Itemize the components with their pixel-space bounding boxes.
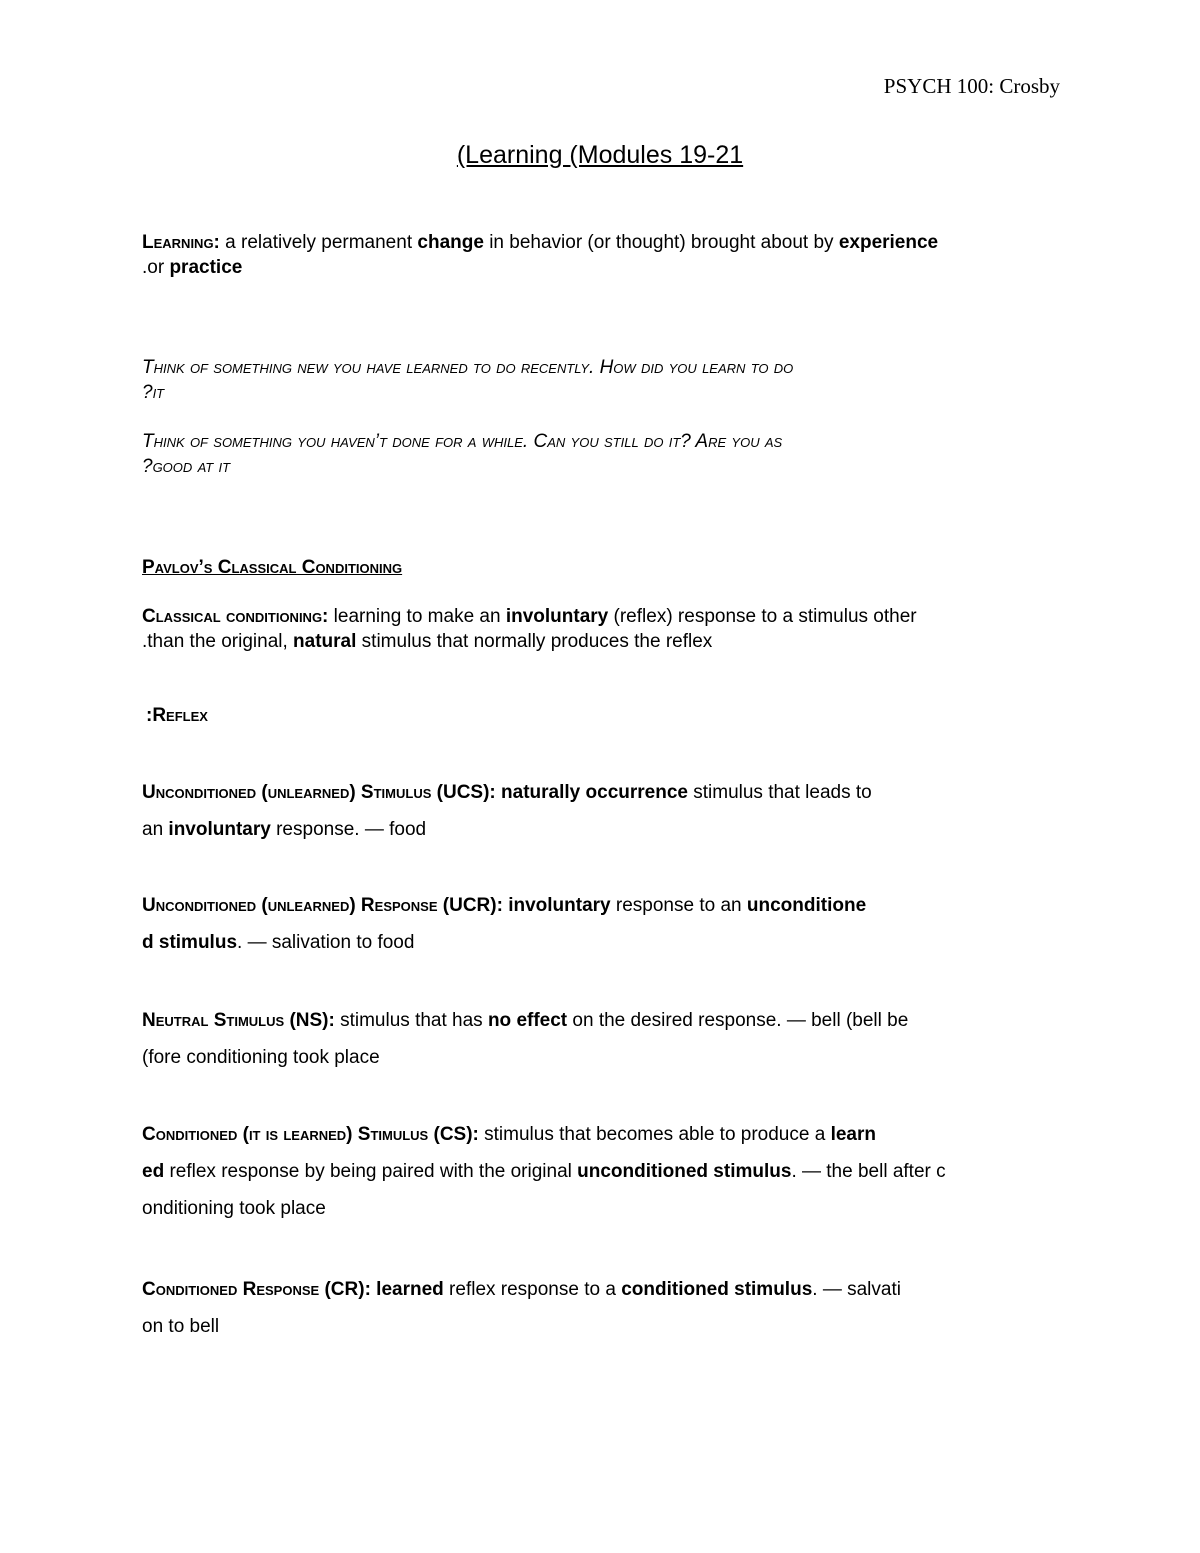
cs-term: Conditioned (it is learned) Stimulus (CS): — [142, 1124, 479, 1145]
ucs-definition: Unconditioned (unlearned) Stimulus (UCS): naturally occurrence stimulus that leads to an involuntary response. — food — [142, 782, 872, 840]
cs-definition: Conditioned (it is learned) Stimulus (CS): stimulus that becomes able to produce a learn ed reflex response by being paired with the original unconditioned stimulus. — the bell after c onditioning took place — [142, 1124, 946, 1219]
classical-term: Classical conditioning: — [142, 606, 329, 627]
course-header: PSYCH 100: Crosby — [883, 74, 1060, 98]
ucs-term: Unconditioned (unlearned) Stimulus (UCS): — [142, 782, 496, 803]
prompt-still-do-it: Think of something you haven’t done for a while. Can you still do it? Are you as ?good at it — [142, 431, 783, 477]
ucr-term: Unconditioned (unlearned) Response (UCR): — [142, 895, 503, 916]
learning-definition — [142, 230, 1062, 280]
reflex-label: :Reflex — [146, 705, 208, 726]
learning-def-line-2: .or practice — [142, 257, 243, 278]
page-title: (Learning (Modules 19-21 — [456, 141, 744, 169]
classical-conditioning-definition: Classical conditioning: learning to make an involuntary (reflex) response to a stimulus other .than the original, natural stimulus that normally produces the reflex — [142, 606, 917, 652]
prompt-new-learning: Think of something new you have learned to do recently. How did you learn to do ?it — [142, 357, 794, 403]
cr-term: Conditioned Response (CR): — [142, 1279, 371, 1300]
learning-def-line-1: Learning: a relatively permanent change in behavior (or thought) brought about by experience — [142, 232, 939, 253]
section-heading: Pavlov’s Classical Conditioning — [142, 557, 403, 578]
cr-definition: Conditioned Response (CR): learned reflex response to a conditioned stimulus. — salvati on to bell — [142, 1279, 901, 1337]
ns-definition: Neutral Stimulus (NS): stimulus that has no effect on the desired response. — bell (bell be (fore conditioning took place — [142, 1010, 909, 1068]
ns-term: Neutral Stimulus (NS): — [142, 1010, 335, 1031]
ucr-definition: Unconditioned (unlearned) Response (UCR): involuntary response to an unconditione d stimulus. — salivation to food — [142, 895, 867, 953]
learning-term: Learning: — [142, 232, 220, 253]
